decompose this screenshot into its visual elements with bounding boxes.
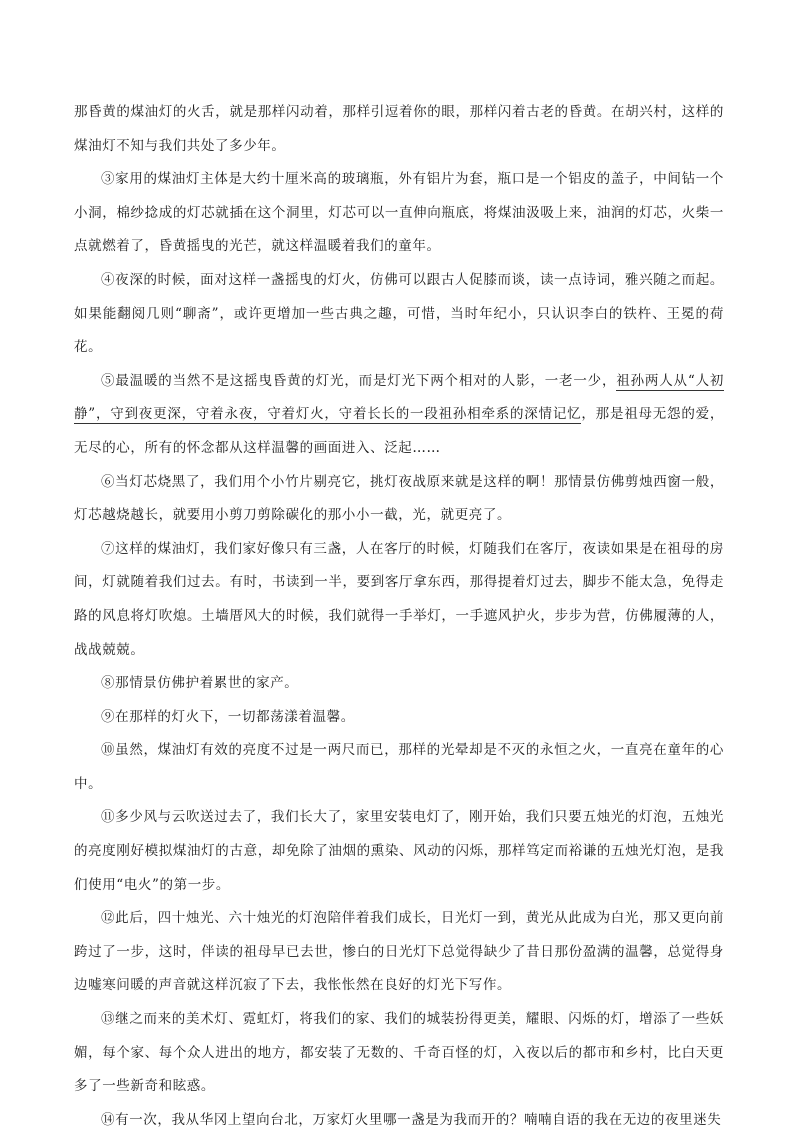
paragraph-5-text-after: ，那是祖母无怨的爱，无尽的心，所有的怀念都从这样温馨的画面进入、泛起…… bbox=[74, 406, 724, 456]
paragraph-14: ⑭有一次，我从华冈上望向台北，万家灯火里哪一盏是为我而开的？喃喃自语的我在无边的夜里迷失 bbox=[101, 1111, 722, 1128]
paragraph-4: ④夜深的时候，面对这样一盏摇曳的灯火，仿佛可以跟古人促膝而谈，读一点诗词，雅兴随之而起。如果能翻阅几则“聊斋”，或许更增加一些古典之趣，可惜，当时年纪小，只认识李白的铁杵、王冕的荷花。 bbox=[74, 271, 724, 356]
paragraph-7: ⑦这样的煤油灯，我们家好像只有三盏，人在客厅的时候，灯随我们在客厅，夜读如果是在祖母的房间，灯就随着我们过去。有时，书读到一半，要到客厅拿东西，那得提着灯过去，脚步不能太急，免得走路的风息将灯吹熄。土墙厝风大的时候，我们就得一手举灯，一手遮风护火，步步为营，仿佛履薄的人，战战兢兢。 bbox=[74, 540, 724, 658]
document-body bbox=[74, 96, 724, 1137]
paragraph-11: ⑪多少风与云吹送过去了，我们长大了，家里安装电灯了，刚开始，我们只要五烛光的灯泡，五烛光的亮度刚好模拟煤油灯的古意，却免除了油烟的熏染、风动的闪烁，那样笃定而裕谦的五烛光灯泡，是我们使用“电火”的第一步。 bbox=[74, 809, 724, 893]
paragraph-12: ⑫此后，四十烛光、六十烛光的灯泡陪伴着我们成长，日光灯一到，黄光从此成为白光，那又更向前跨过了一步，这时，伴读的祖母早已去世，惨白的日光灯下总觉得缺少了昔日那份盈满的温馨，总觉得身边嘘寒问暖的声音就这样沉寂了下去，我怅怅然在良好的灯光下写作。 bbox=[74, 910, 724, 994]
paragraph-6: ⑥当灯芯烧黑了，我们用个小竹片剔亮它，挑灯夜战原来就是这样的啊！那情景仿佛剪烛西窗一般，灯芯越烧越长，就要用小剪刀剪除碳化的那小小一截，光，就更亮了。 bbox=[74, 473, 724, 524]
paragraph-5 bbox=[74, 365, 724, 466]
paragraph-9: ⑨在那样的灯火下，一切都荡漾着温馨。 bbox=[101, 708, 355, 725]
paragraph-8: ⑧那情景仿佛护着累世的家产。 bbox=[101, 675, 299, 692]
paragraph-13: ⑬继之而来的美术灯、霓虹灯，将我们的家、我们的城装扮得更美，耀眼、闪烁的灯，增添了一些妖媚，每个家、每个众人进出的地方，都安装了无数的、千奇百怪的灯，入夜以后的都市和乡村，比白天更多了一些新奇和眩惑。 bbox=[74, 1011, 724, 1095]
paragraph-3: ③家用的煤油灯主体是大约十厘米高的玻璃瓶，外有铝片为套，瓶口是一个铝皮的盖子，中间钻一个小洞，棉纱捻成的灯芯就插在这个洞里，灯芯可以一直伸向瓶底，将煤油汲吸上来，油润的灯芯，火柴一点就燃着了，昏黄摇曳的光芒，就这样温暖着我们的童年。 bbox=[74, 171, 724, 255]
underlined-sentence: 祖孙两人从“人初静”，守到夜更深，守着永夜，守着灯火，守着长长的一段祖孙相牵系的深情记忆 bbox=[74, 372, 724, 423]
paragraph-2-continued: 那昏黄的煤油灯的火舌，就是那样闪动着，那样引逗着你的眼，那样闪着古老的昏黄。在胡兴村，这样的煤油灯不知与我们共处了多少年。 bbox=[74, 104, 724, 154]
paragraph-10: ⑩虽然，煤油灯有效的亮度不过是一两尺而已，那样的光晕却是不灭的永恒之火，一直亮在童年的心中。 bbox=[74, 742, 724, 792]
paragraph-5-text-before: ⑤最温暖的当然不是这摇曳昏黄的灯光，而是灯光下两个相对的人影，一老一少， bbox=[101, 372, 617, 389]
